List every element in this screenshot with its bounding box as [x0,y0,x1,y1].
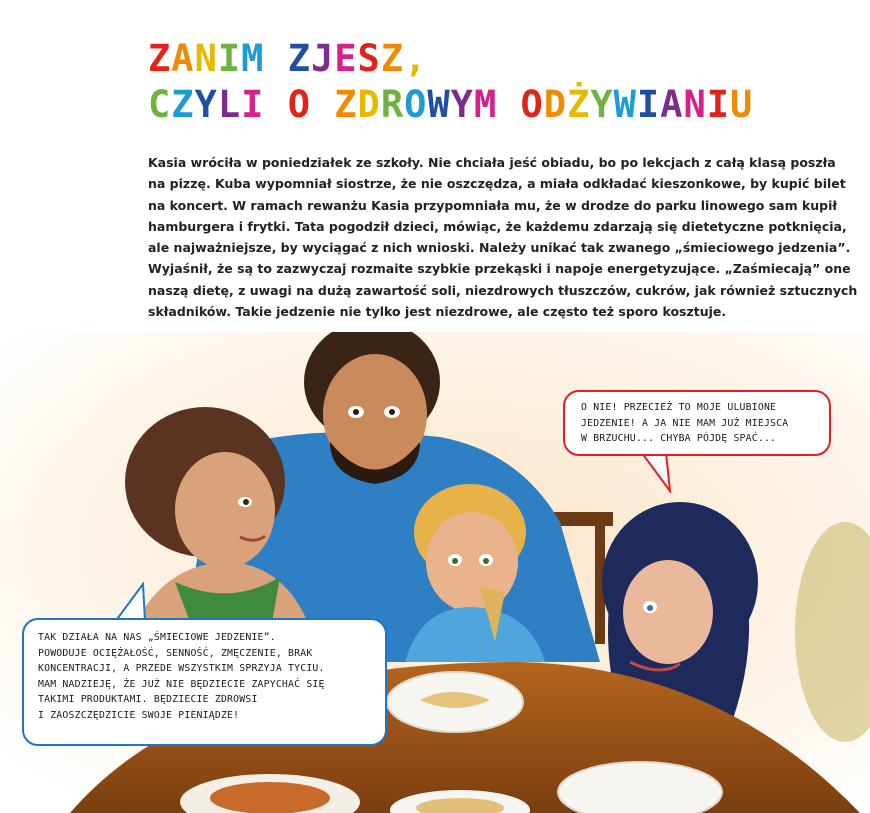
title-letter: W [613,83,637,126]
bubble-line: TAKIMI PRODUKTAMI. BĘDZIECIE ZDROWSI [38,694,258,705]
soup [210,782,330,813]
story-line: Wyjaśnił, że są to zazwyczaj rozmaite szybkie przekąski i napoje energetyzujące. „Zaśmiecają” one [148,261,851,277]
story-line: hamburgera i frytki. Tata pogodził dzieci, mówiąc, że każdemu zdarzają się dietetyczne potknięcia, [148,218,847,234]
boy-face [426,512,518,612]
bubble-line: KONCENTRACJI, A PRZEDE WSZYSTKIM SPRZYJA TYCIU. [38,663,325,674]
title-letter: I [241,83,265,126]
title-letter: Z [334,83,358,126]
title-letter: O [520,83,544,126]
title-letter [497,82,520,128]
title-letter [264,36,287,82]
title-letter: M [473,83,498,126]
title-letter: O [287,83,311,126]
title-letter: A [660,83,684,126]
bubble-line: I ZAOSZCZĘDZICIE SWOJE PIENIĄDZE! [38,709,240,721]
story-line: na koncert. W ramach rewanżu Kasia przypomniała mu, że w drodze do parku linowego sam kupił [148,197,838,213]
title-letter: D [543,83,568,126]
father-pupil [353,409,359,415]
daughter-face [623,560,713,664]
bubble-left-tail [105,582,155,622]
title-letter: Y [590,83,614,126]
title-letter: I [636,83,661,126]
bubble-line: W BRZUCHU... CHYBA PÓJDĘ SPAĆ... [581,433,777,444]
story-paragraph [148,152,858,322]
title-letter: N [194,37,218,80]
title-letter: E [334,37,358,80]
title-letter [264,82,287,128]
story-line: na pizzę. Kuba wypomniał siostrze, że nie oszczędza, a miała odkładać kieszonkowe, by kupić bilet [148,176,846,192]
title-letter: D [357,83,381,126]
title-letter: A [171,37,195,80]
bubble-line: O NIE! PRZECIEŻ TO MOJE ULUBIONE [581,402,777,413]
bubble-right-tail [640,453,680,493]
title-line-1 [148,36,753,82]
bubble-line: POWODUJE OCIĘŻAŁOŚĆ, SENNOŚĆ, ZMĘCZENIE, BRAK [38,647,313,659]
bubble-line: MAM NADZIEJĘ, ŻE JUŻ NIE BĘDZIECIE ZAPYCHAĆ SIĘ [38,678,325,690]
title-letter: I [217,37,242,80]
speech-bubble-daughter [563,390,831,456]
title-letter: N [683,83,707,126]
title-letter [311,82,334,128]
title-letter: O [404,83,428,126]
bubble-line: TAK DZIAŁA NA NAS „ŚMIECIOWE JEDZENIE”. [38,632,276,643]
story-line: ale najważniejsze, by wyciągać z nich wnioski. Należy unikać tak zwanego „śmieciowego jedzenia”. [148,240,851,256]
title-letter: Z [380,37,405,80]
title-letter: Y [450,83,474,126]
daughter-pupil [647,605,653,611]
title-letter: Ż [567,83,591,126]
title-line-2 [148,82,753,128]
story-line: składników. Takie jedzenie nie tylko jest niezdrowe, ale często też sporo kosztuje. [148,304,727,320]
title-letter: R [380,83,405,126]
title-letter: W [427,83,451,126]
title-letter: M [241,37,265,80]
title-letter: C [148,83,172,126]
page-title [148,36,753,128]
title-letter: , [404,37,428,80]
father-pupil [389,409,395,415]
title-letter: S [357,37,381,80]
boy-pupil [452,558,458,564]
mother-pupil [243,499,249,505]
title-letter: J [310,37,335,80]
mother-face [175,452,275,568]
boy-pupil [483,558,489,564]
bubble-line: JEDZENIE! A JA NIE MAM JUŻ MIEJSCA [581,417,789,429]
title-letter: U [730,83,754,126]
title-letter: L [217,83,242,126]
story-line: Kasia wróciła w poniedziałek ze szkoły. Nie chciała jeść obiadu, bo po lekcjach z całą klasą poszła [148,155,836,170]
plate [558,762,722,813]
title-letter: Y [194,83,218,126]
title-letter: Z [287,37,311,80]
title-letter: Z [148,37,172,80]
title-letter: I [706,83,731,126]
story-line: naszą dietę, z uwagi na dużą zawartość soli, niezdrowych tłuszczów, cukrów, jak również sztucznych [148,282,858,298]
speech-bubble-mother [22,618,387,746]
title-letter: Z [171,83,195,126]
